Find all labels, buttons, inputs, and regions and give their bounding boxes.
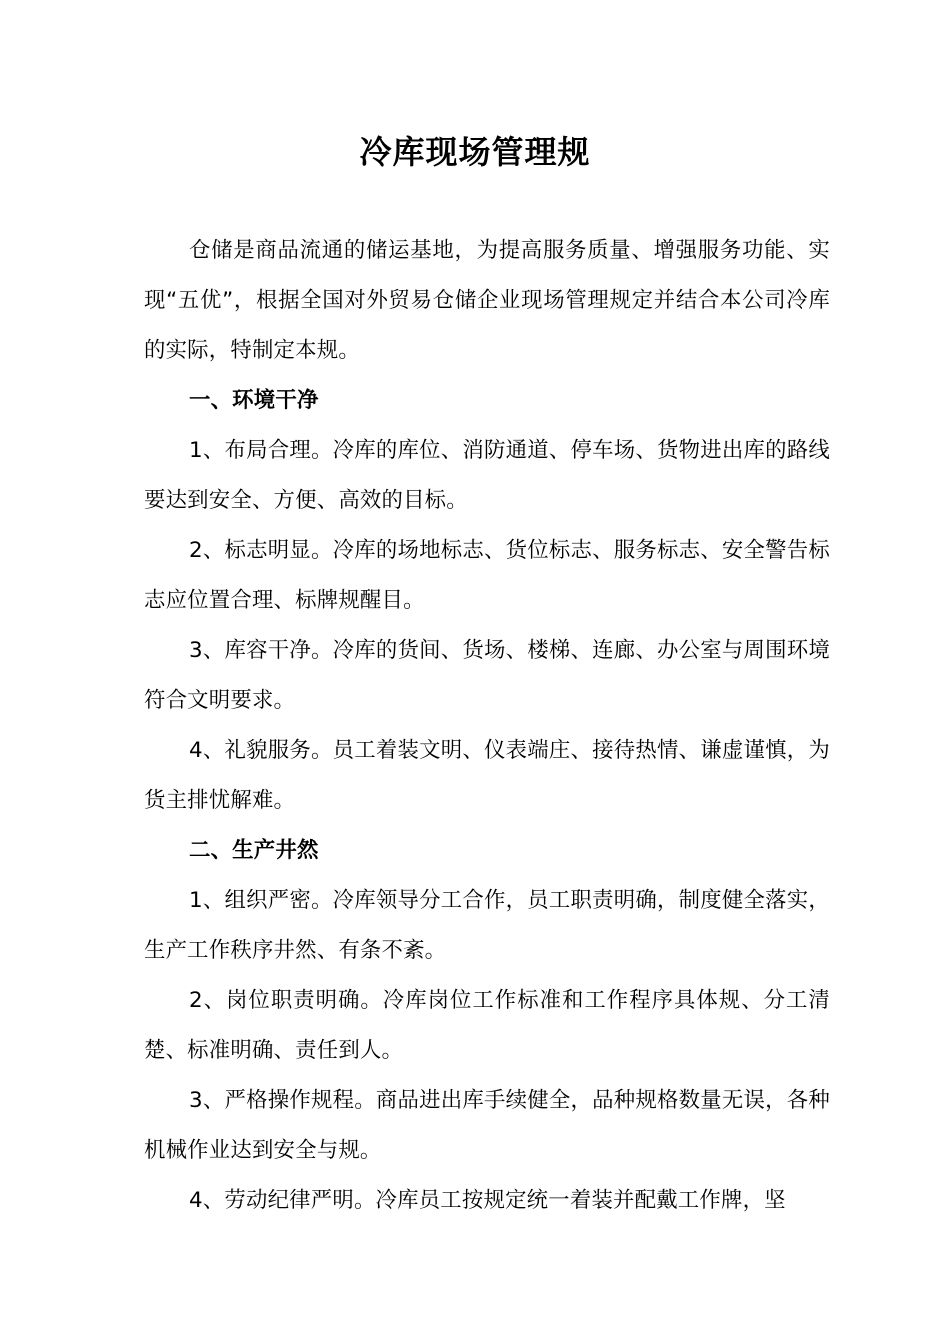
body-paragraph: 仓储是商品流通的储运基地，为提高服务质量、增强服务功能、实现“五优”，根据全国对外贸易仓储企业现场管理规定并结合本公司冷库的实际，特制定本规。 [144,238,830,363]
body-paragraph: 2、标志明显。冷库的场地标志、货位标志、服务标志、安全警告标志应位置合理、标牌规醒目。 [144,538,830,613]
body-paragraph: 4、劳动纪律严明。冷库员工按规定统一着装并配戴工作牌，坚 [189,1188,786,1213]
document-body [144,226,830,1226]
document-title: 冷库现场管理规 [359,133,591,171]
body-paragraph: 4、礼貌服务。员工着装文明、仪表端庄、接待热情、谦虚谨慎，为货主排忧解难。 [144,738,830,813]
body-paragraph: 2、岗位职责明确。冷库岗位工作标准和工作程序具体规、分工清楚、标准明确、责任到人。 [144,988,830,1063]
body-paragraph: 3、库容干净。冷库的货间、货场、楼梯、连廊、办公室与周围环境符合文明要求。 [144,638,830,713]
body-paragraph: 3、严格操作规程。商品进出库手续健全，品种规格数量无误，各种机械作业达到安全与规。 [144,1088,830,1163]
section-heading: 一、环境干净 [189,388,319,413]
body-paragraph: 1、组织严密。冷库领导分工合作，员工职责明确，制度健全落实，生产工作秩序井然、有条不紊。 [144,888,830,963]
section-heading: 二、生产井然 [189,838,319,863]
body-paragraph: 1、布局合理。冷库的库位、消防通道、停车场、货物进出库的路线要达到安全、方便、高效的目标。 [144,438,830,513]
